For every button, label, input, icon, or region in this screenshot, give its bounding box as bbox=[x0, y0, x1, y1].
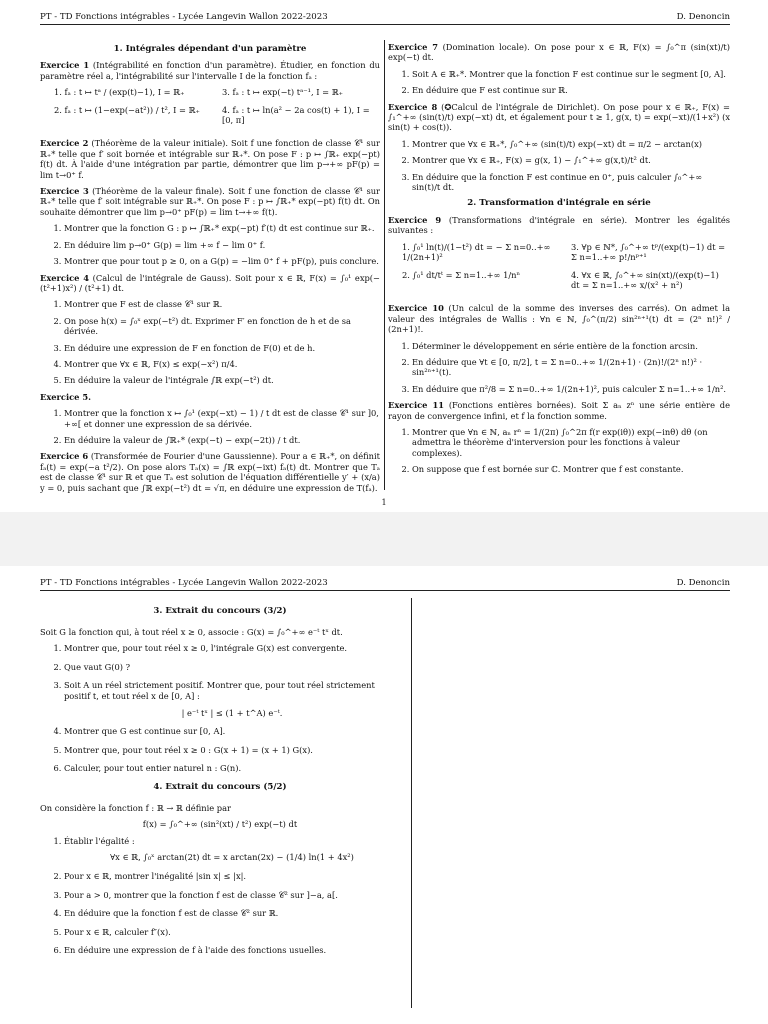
list-item: 2. En déduire la valeur de ∫ℝ₊* (exp(−t) − exp(−2t)) / t dt. bbox=[64, 435, 380, 445]
list-item: 2. Montrer que ∀x ∈ ℝ₊, F(x) = g(x, 1) − ∫₁^+∞ g(x,t)/t² dt. bbox=[412, 155, 730, 165]
list-item bbox=[64, 836, 400, 863]
exercise-8-items bbox=[388, 139, 730, 193]
list-item: 3. En déduire une expression de F en fonction de F(0) et de h. bbox=[64, 343, 380, 353]
left-column bbox=[40, 602, 400, 964]
list-item: 2. En déduire lim p→0⁺ G(p) = lim +∞ f − lim 0⁺ f. bbox=[64, 240, 380, 250]
exercise-text: (✪Calcul de l'intégrale de Dirichlet). On pose pour x ∈ ℝ₊, F(x) = ∫₁^+∞ (sin(t)/t) exp(−xt) dt, et également pour t ≥ 1, g(x, t) = exp(−xt)/(1+x²) (x sin(t) + cos(t)). bbox=[388, 101, 730, 133]
list-item-text: Soit A un réel strictement positif. Montrer que, pour tout réel strictement positif t, et tout réel x de [0, A] : bbox=[64, 680, 375, 701]
exercise-label: Exercice 11 bbox=[388, 400, 445, 411]
inequality: | e⁻ᵗ tˣ | ≤ (1 + t^A) e⁻ᵗ. bbox=[181, 707, 283, 718]
list-item: 2. On suppose que f est bornée sur ℂ. Montrer que f est constante. bbox=[412, 464, 730, 474]
exercise-label: Exercice 4 bbox=[40, 272, 90, 283]
exercise-label: Exercice 8 bbox=[388, 101, 438, 112]
page-number: 1 bbox=[381, 498, 387, 507]
section-title: 3. Extrait du concours (3/2) bbox=[153, 606, 287, 616]
page-2 bbox=[0, 566, 768, 1024]
list-item: 1. Montrer que ∀n ∈ ℕ, aₙ rⁿ = 1/(2π) ∫₀^2π f(r exp(iθ)) exp(−inθ) dθ (on admettra le théorème d'interversion pour les fonctions à valeur complexes). bbox=[412, 427, 730, 458]
exercise-label: Exercice 6 bbox=[40, 451, 89, 462]
page-header bbox=[40, 578, 730, 591]
list-item: 2. Que vaut G(0) ? bbox=[64, 662, 400, 673]
header-right: D. Denoncin bbox=[676, 12, 730, 22]
left-column bbox=[40, 40, 380, 499]
list-item-text: Établir l'égalité : bbox=[64, 835, 135, 846]
list-item: 1. ∫₀¹ ln(t)/(1−t²) dt = − Σ n=0..+∞ 1/(2n+1)² bbox=[402, 241, 551, 263]
exercise-label: Exercice 3 bbox=[40, 186, 89, 197]
list-item: 1. Montrer que la fonction x ↦ ∫₀¹ (exp(−xt) − 1) / t dt est de classe 𝒞¹ sur ]0, +∞[ et donner une expression de sa dérivée. bbox=[64, 408, 380, 429]
exercise-label: Exercice 2 bbox=[40, 138, 89, 149]
list-item: 1. Montrer que F est de classe 𝒞¹ sur ℝ. bbox=[64, 299, 380, 309]
exercise-text: (Théorème de la valeur initiale). Soit f une fonction de classe 𝒞¹ sur ℝ₊* telle que f′ soit bornée et intégrable sur ℝ₊*. On pose F : p ↦ ∫ℝ₊ exp(−pt) f(t) dt. À l'aide d'une intégration par partie, démontrer que lim p→+∞ pF(p) = lim t→0⁺ f. bbox=[40, 138, 380, 180]
exercise-10 bbox=[388, 303, 730, 334]
list-item: 6. En déduire une expression de f à l'aide des fonctions usuelles. bbox=[64, 945, 400, 956]
section-title: 1. Intégrales dépendant d'un paramètre bbox=[113, 44, 307, 54]
exercise-1 bbox=[40, 60, 380, 81]
list-item: 6. Calculer, pour tout entier naturel n : G(n). bbox=[64, 763, 400, 774]
exercise-6 bbox=[40, 451, 380, 493]
section-title: 2. Transformation d'intégrale en série bbox=[467, 198, 651, 209]
exercise-label: Exercice 1 bbox=[40, 60, 90, 71]
exercise-4 bbox=[40, 273, 380, 294]
exercise-11-items bbox=[388, 427, 730, 475]
list-item: 1. fₐ : t ↦ tᵃ / (exp(t)−1), I = ℝ₊ bbox=[54, 87, 185, 98]
list-item: 1. Soit A ∈ ℝ₊*. Montrer que la fonction F est continue sur le segment [0, A]. bbox=[412, 69, 730, 79]
section-4-items bbox=[40, 836, 400, 956]
exercise-8 bbox=[388, 102, 730, 133]
exercise-10-items bbox=[388, 341, 730, 395]
list-item: 4. Montrer que ∀x ∈ ℝ, F(x) ≤ exp(−x²) π/4. bbox=[64, 359, 380, 369]
exercise-text: (Transformations d'intégrale en série). Montrer les égalités suivantes : bbox=[388, 214, 730, 236]
list-item: 1. Montrer que la fonction G : p ↦ ∫ℝ₊* exp(−pt) f′(t) dt est continue sur ℝ₊. bbox=[64, 223, 380, 233]
exercise-text: (Calcul de l'intégrale de Gauss). Soit pour x ∈ ℝ, F(x) = ∫₀¹ exp(−(t²+1)x²) / (t²+1) dt. bbox=[40, 272, 380, 293]
exercise-3-items bbox=[40, 223, 380, 266]
list-item: 1. Montrer que ∀x ∈ ℝ₊*, ∫₀^+∞ (sin(t)/t) exp(−xt) dt = π/2 − arctan(x) bbox=[412, 139, 730, 149]
exercise-4-items bbox=[40, 299, 380, 385]
exercise-text: (Un calcul de la somme des inverses des carrés). On admet la valeur des intégrales de Wallis : ∀n ∈ ℕ, ∫₀^(π/2) sin²ⁿ⁺¹(t) dt = (2ⁿ n!)² / (2n+1)!. bbox=[388, 303, 731, 335]
exercise-2 bbox=[40, 138, 380, 180]
list-item bbox=[64, 680, 400, 718]
list-item: 5. Montrer que, pour tout réel x ≥ 0 : G(x + 1) = (x + 1) G(x). bbox=[64, 745, 400, 756]
exercise-text: (Domination locale). On pose pour x ∈ ℝ, F(x) = ∫₀^π (sin(xt)/t) exp(−t) dt. bbox=[388, 42, 731, 63]
list-item: 3. En déduire que π²/8 = Σ n=0..+∞ 1/(2n+1)², puis calculer Σ n=1..+∞ 1/n². bbox=[412, 384, 730, 394]
exercise-9 bbox=[388, 215, 730, 236]
list-item: 2. Pour x ∈ ℝ, montrer l'inégalité |sin x| ≤ |x|. bbox=[64, 871, 400, 882]
exercise-text: (Théorème de la valeur finale). Soit f une fonction de classe 𝒞¹ sur ℝ₊* telle que f′ soit intégrable sur ℝ₊*. On pose F : p ↦ ∫ℝ₊* exp(−pt) f(t) dt. On souhaite démontrer que lim p→0⁺ pF(p) = lim t→+∞ f(t). bbox=[40, 186, 381, 217]
header-right: D. Denoncin bbox=[676, 578, 730, 588]
section-3-items bbox=[40, 643, 400, 774]
exercise-9-items bbox=[402, 242, 730, 298]
list-item: 1. Montrer que, pour tout réel x ≥ 0, l'intégrale G(x) est convergente. bbox=[64, 643, 400, 654]
list-item: 5. En déduire la valeur de l'intégrale ∫ℝ exp(−t²) dt. bbox=[64, 375, 380, 385]
column-divider bbox=[384, 40, 385, 490]
list-item: 2. On pose h(x) = ∫₀ˣ exp(−t²) dt. Exprimer F′ en fonction de h et de sa dérivée. bbox=[64, 316, 380, 337]
list-item: 2. En déduire que F est continue sur ℝ. bbox=[412, 85, 730, 95]
list-item: 2. fₐ : t ↦ (1−exp(−at²)) / t², I = ℝ₊ bbox=[54, 104, 200, 115]
header-left: PT - TD Fonctions intégrables - Lycée Langevin Wallon 2022-2023 bbox=[40, 578, 328, 588]
exercise-label: Exercice 9 bbox=[388, 214, 442, 225]
list-item: 3. Montrer que pour tout p ≥ 0, on a G(p) = −lim 0⁺ f + pF(p), puis conclure. bbox=[64, 256, 380, 266]
function-definition: f(x) = ∫₀^+∞ (sin²(xt) / t²) exp(−t) dt bbox=[142, 819, 298, 830]
exercise-3 bbox=[40, 186, 380, 217]
exercise-11 bbox=[388, 400, 730, 421]
exercise-1-items bbox=[54, 87, 380, 132]
list-item: 5. Pour x ∈ ℝ, calculer f″(x). bbox=[64, 927, 400, 938]
header-left: PT - TD Fonctions intégrables - Lycée Langevin Wallon 2022-2023 bbox=[40, 12, 328, 22]
list-item: 2. ∫₀¹ dt/tᵗ = Σ n=1..+∞ 1/nⁿ bbox=[402, 269, 521, 280]
list-item: 1. Déterminer le développement en série entière de la fonction arcsin. bbox=[412, 341, 730, 351]
list-item: 4. fₐ : t ↦ ln(a² − 2a cos(t) + 1), I = [0, π] bbox=[222, 104, 370, 126]
exercise-7 bbox=[388, 42, 730, 63]
column-divider bbox=[411, 598, 412, 1008]
exercise-label: Exercice 5. bbox=[40, 391, 92, 402]
exercise-5-items bbox=[40, 408, 380, 445]
section-title: 4. Extrait du concours (5/2) bbox=[153, 781, 287, 792]
exercise-text: (Intégrabilité en fonction d'un paramètre). Étudier, en fonction du paramètre réel a, l'intégrabilité sur l'intervalle I de la fonction fₐ : bbox=[40, 60, 381, 81]
page-gap bbox=[0, 512, 768, 566]
list-item: 3. En déduire que la fonction F est continue en 0⁺, puis calculer ∫₀^+∞ sin(t)/t dt. bbox=[412, 172, 730, 193]
list-item: 4. Montrer que G est continue sur [0, A]. bbox=[64, 726, 400, 737]
right-column bbox=[388, 40, 730, 481]
page-header bbox=[40, 12, 730, 25]
list-item: 3. fₐ : t ↦ exp(−t) tᵃ⁻¹, I = ℝ₊ bbox=[222, 87, 344, 98]
list-item: 3. Pour a > 0, montrer que la fonction f est de classe 𝒞² sur ]−a, a[. bbox=[64, 890, 400, 901]
exercise-7-items bbox=[388, 69, 730, 96]
section-4-intro: On considère la fonction f : ℝ → ℝ définie par bbox=[40, 802, 231, 813]
list-item: 4. En déduire que la fonction f est de classe 𝒞² sur ℝ. bbox=[64, 908, 400, 919]
list-item: 4. ∀x ∈ ℝ, ∫₀^+∞ sin(xt)/(exp(t)−1) dt = Σ n=1..+∞ x/(x² + n²) bbox=[571, 269, 719, 290]
exercise-text: (Transformée de Fourier d'une Gaussienne). Pour a ∈ ℝ₊*, on définit fₐ(t) = exp(−a t²/2). On pose alors Tₐ(x) = ∫ℝ exp(−ixt) fₐ(t) dt. Montrer que Tₐ est de classe 𝒞¹ sur ℝ et que Tₐ est solution de l'équation différentielle y′ + (x/a) y = 0, puis sachant que ∫ℝ exp(−t²) dt = √π, en déduire une expression de T(fₐ). bbox=[40, 451, 380, 493]
exercise-label: Exercice 10 bbox=[388, 303, 444, 314]
list-item: 2. En déduire que ∀t ∈ [0, π/2], t = Σ n=0..+∞ 1/(2n+1) · (2n)!/(2ⁿ n!)² · sin²ⁿ⁺¹(t). bbox=[412, 357, 730, 378]
section-3-intro: Soit G la fonction qui, à tout réel x ≥ 0, associe : G(x) = ∫₀^+∞ e⁻ᵗ tˣ dt. bbox=[40, 626, 343, 637]
exercise-text: (Fonctions entières bornées). Soit Σ aₙ zⁿ une série entière de rayon de convergence infini, et f la fonction somme. bbox=[388, 400, 731, 421]
exercise-label: Exercice 7 bbox=[388, 42, 439, 52]
equality: ∀x ∈ ℝ, ∫₀ˣ arctan(2t) dt = x arctan(2x) − (1/4) ln(1 + 4x²) bbox=[110, 852, 354, 863]
exercise-5 bbox=[40, 392, 380, 402]
list-item: 3. ∀p ∈ ℕ*, ∫₀^+∞ tᵖ/(exp(t)−1) dt = Σ n=1..+∞ p!/nᵖ⁺¹ bbox=[571, 241, 726, 263]
